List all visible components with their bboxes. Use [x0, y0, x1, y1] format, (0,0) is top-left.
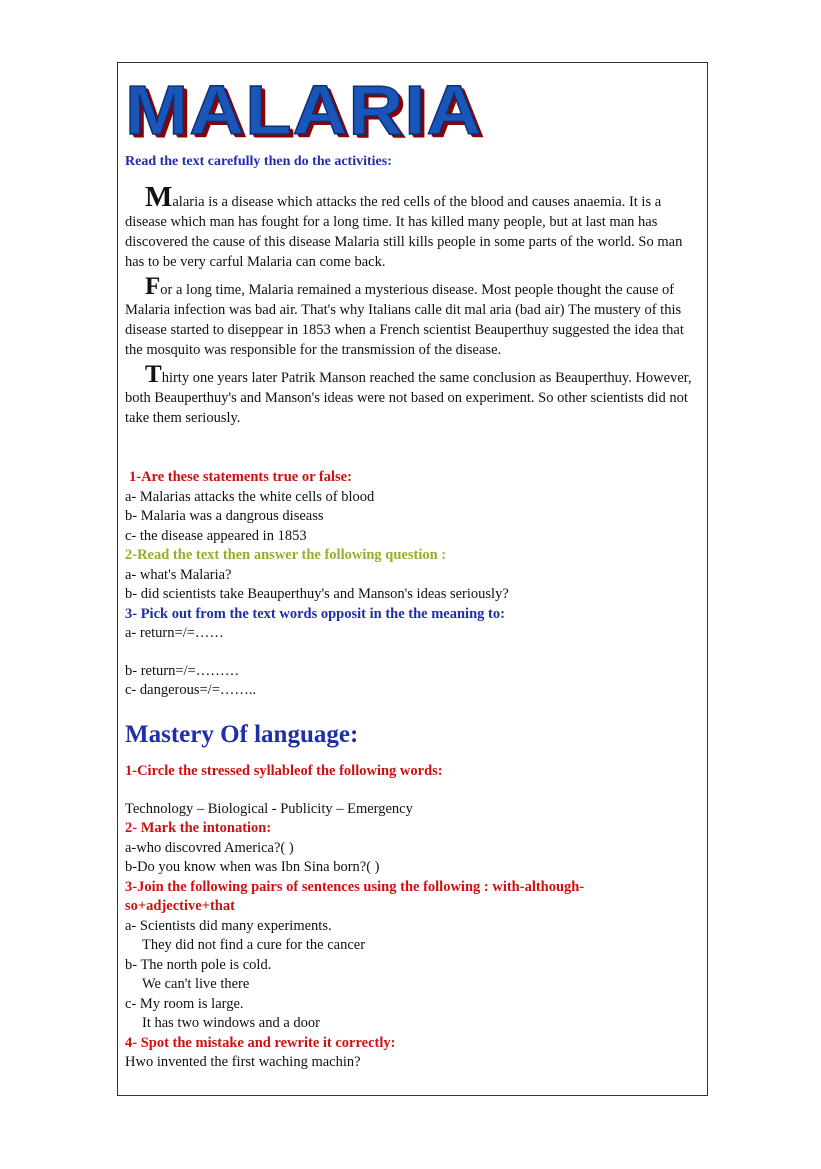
page-title: MALARIA: [125, 71, 483, 150]
lang-1-heading: 1-Circle the stressed syllableof the following words:: [125, 763, 443, 779]
list-item: c- My room is large.: [125, 995, 244, 1012]
list-item: b- return=/=………: [125, 662, 240, 679]
section-title: Mastery Of language:: [125, 721, 359, 748]
activities-block: [125, 468, 703, 701]
drop-cap: M: [145, 181, 173, 213]
list-item: b- The north pole is cold.: [125, 956, 272, 973]
worksheet-content: [125, 71, 703, 1070]
mastery-block: [125, 720, 703, 1073]
drop-cap: F: [145, 273, 161, 300]
lang-4-heading: 4- Spot the mistake and rewrite it correctly:: [125, 1034, 396, 1051]
list-item: We can't live there: [142, 976, 250, 992]
list-item: c- the disease appeared in 1853: [125, 527, 307, 544]
activity-3-heading: 3- Pick out from the text words opposit in the the meaning to:: [125, 605, 505, 622]
list-item: b- Malaria was a dangrous diseass: [125, 508, 324, 524]
list-item: a- Malarias attacks the white cells of blood: [125, 488, 375, 505]
list-item: b-Do you know when was Ibn Sina born?( ): [125, 859, 380, 875]
list-item: a- return=/=……: [125, 625, 224, 641]
list-item: They did not find a cure for the cancer: [142, 937, 366, 953]
paragraph-text: alaria is a disease which attacks the red cells of the blood and causes anaemia. It is a disease which man has fought for a long time. It has killed many people, but at last man has discovered the cause of this disease Malaria still kills people in some parts of the world. So man has to be very carful Malaria can come back.: [125, 194, 683, 270]
paragraph-2: [125, 273, 703, 360]
instruction-text: Read the text carefully then do the activities:: [125, 154, 392, 169]
list-item: c- dangerous=/=……..: [125, 682, 257, 698]
drop-cap: T: [145, 361, 162, 388]
lang-3-heading: 3-Join the following pairs of sentences using the following : with-although-: [125, 878, 585, 895]
paragraph-text: or a long time, Malaria remained a mysterious disease. Most people thought the cause of Malaria infection was bad air. That's why Italians calle dit mal aria (bad air) The mustery of this disease started to diseppear in 1853 when a French scientist Beauperthuy suggested the idea that the mosquito was responsible for the transmission of the disease.: [125, 282, 684, 358]
list-item: a- what's Malaria?: [125, 566, 232, 583]
lang-2-heading: 2- Mark the intonation:: [125, 820, 272, 836]
list-item: It has two windows and a door: [142, 1015, 321, 1031]
activity-1-heading: 1-Are these statements true or false:: [129, 469, 352, 485]
paragraph-text: hirty one years later Patrik Manson reached the same conclusion as Beauperthuy. However, both Beauperthuy's and Manson's ideas were not based on experiment. So other scientists did not take them seriously.: [125, 370, 692, 426]
list-item: a- Scientists did many experiments.: [125, 917, 332, 934]
word-list: Technology – Biological - Publicity – Emergency: [125, 800, 413, 817]
list-item: b- did scientists take Beauperthuy's and Manson's ideas seriously?: [125, 586, 509, 602]
paragraph-1: [125, 181, 703, 272]
list-item: a-who discovred America?( ): [125, 839, 294, 856]
lang-3-heading-cont: so+adjective+that: [125, 898, 235, 914]
title-block: [125, 71, 703, 152]
mistake-sentence: Hwo invented the first waching machin?: [125, 1054, 361, 1070]
activity-2-heading: 2-Read the text then answer the following question :: [125, 547, 447, 563]
paragraph-3: [125, 361, 703, 428]
